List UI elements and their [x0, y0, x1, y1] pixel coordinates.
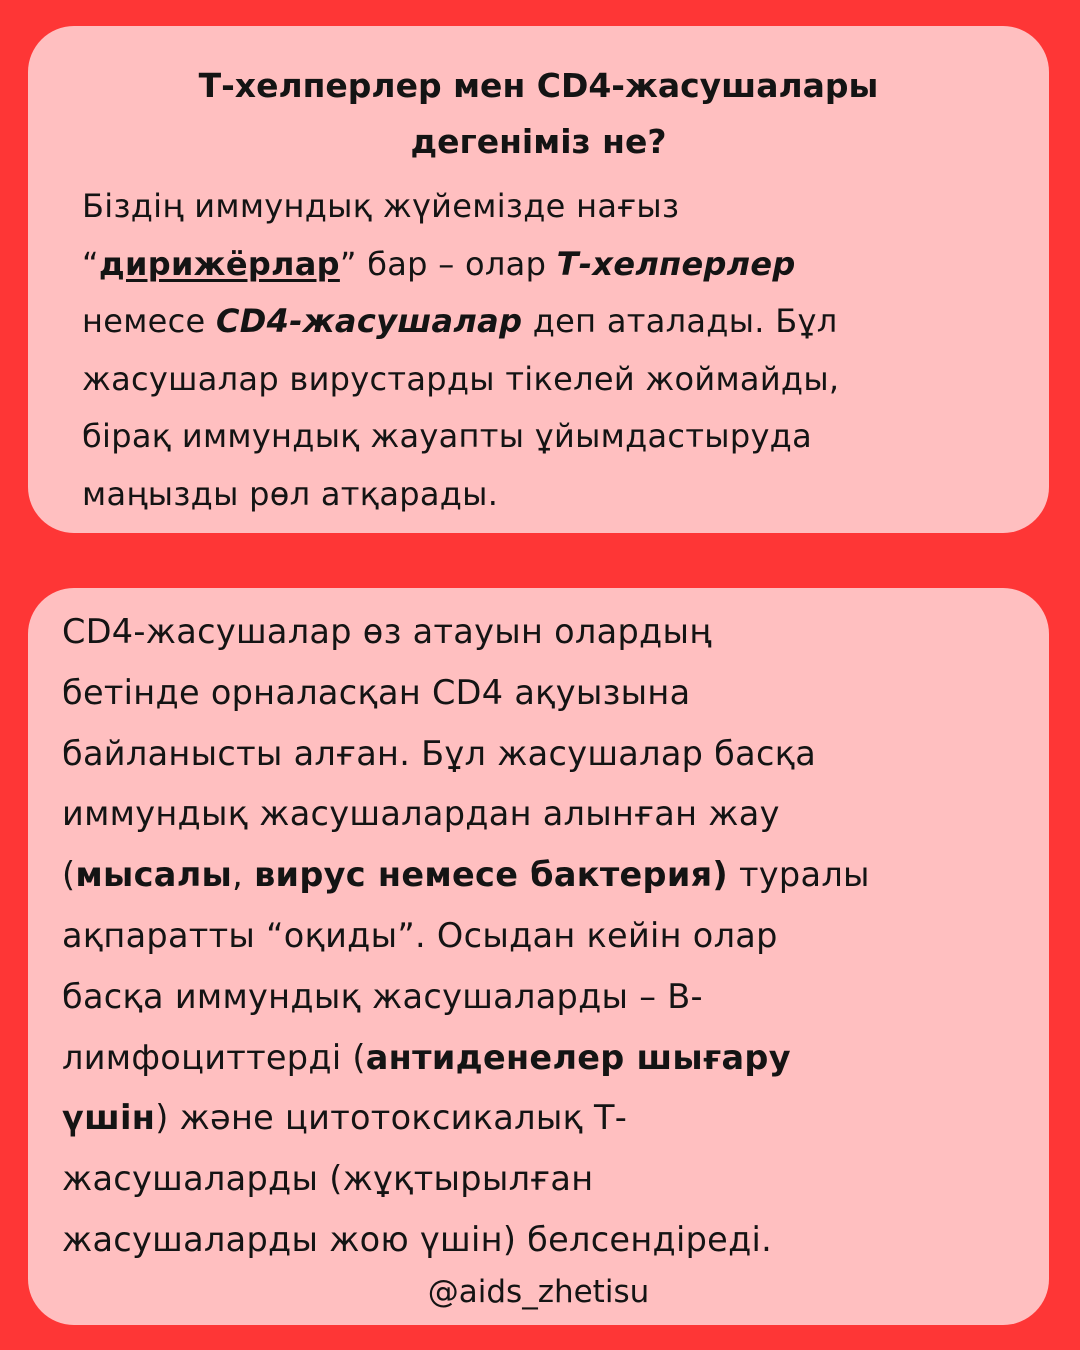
- details-card: [28, 588, 1049, 1325]
- text-line: [62, 1088, 1039, 1149]
- text-line: [82, 236, 1023, 294]
- intro-card: [28, 26, 1049, 533]
- virus-bacteria-term: вирус немесе бактерия): [254, 855, 729, 895]
- text-line: бетінде орналасқан CD4 ақуызына: [62, 672, 691, 712]
- t-helpers-term: Т-хелперлер: [556, 244, 796, 283]
- quote-open: “: [82, 244, 99, 283]
- details-paragraph: [62, 602, 1039, 1271]
- text-fragment: ,: [232, 855, 255, 895]
- text-line: Біздің иммундық жүйемізде нағыз: [82, 187, 680, 225]
- text-fragment: немесе: [82, 302, 216, 340]
- text-line: [62, 1028, 1039, 1089]
- for-term: үшін: [62, 1098, 156, 1138]
- text-line: басқа иммундық жасушаларды – В-: [62, 976, 703, 1016]
- intro-paragraph: [82, 178, 1023, 523]
- text-line: иммундық жасушалардан алынған жау: [62, 794, 780, 834]
- text-line: жасушаларды жою үшін) белсендіреді.: [62, 1219, 773, 1259]
- text-line: жасушаларды (жұқтырылған: [62, 1159, 594, 1199]
- quote-close: ”: [339, 244, 357, 283]
- text-line: жасушалар вирустарды тікелей жоймайды,: [82, 359, 840, 398]
- title-line: Т-хелперлер мен CD4-жасушалары: [198, 66, 879, 105]
- text-fragment: туралы: [728, 855, 870, 895]
- example-term: мысалы: [75, 855, 233, 895]
- text-fragment: ) және цитотоксикалық Т-: [155, 1098, 628, 1138]
- text-line: маңызды рөл атқарады.: [82, 474, 499, 513]
- text-line: CD4-жасушалар өз атауын олардың: [62, 612, 712, 651]
- text-line: байланысты алған. Бұл жасушалар басқа: [62, 733, 817, 773]
- text-fragment: бар – олар: [356, 244, 557, 283]
- text-line: [62, 845, 1039, 906]
- antibodies-term: антиденелер шығару: [365, 1037, 791, 1077]
- text-line: [82, 293, 1023, 351]
- instagram-handle: @aids_zhetisu: [427, 1274, 650, 1310]
- text-fragment: лимфоциттерді (: [62, 1037, 366, 1077]
- text-fragment: (: [62, 855, 76, 895]
- conductors-term: дирижёрлар: [98, 244, 340, 283]
- title-line: дегеніміз не?: [410, 122, 667, 161]
- cd4-cells-term: CD4-жасушалар: [216, 302, 523, 340]
- card-title: [54, 58, 1023, 170]
- text-line: бірақ иммундық жауапты ұйымдастыруда: [82, 417, 813, 455]
- text-line: ақпаратты “оқиды”. Осыдан кейін олар: [62, 915, 778, 955]
- text-fragment: деп аталады. Бұл: [522, 302, 838, 340]
